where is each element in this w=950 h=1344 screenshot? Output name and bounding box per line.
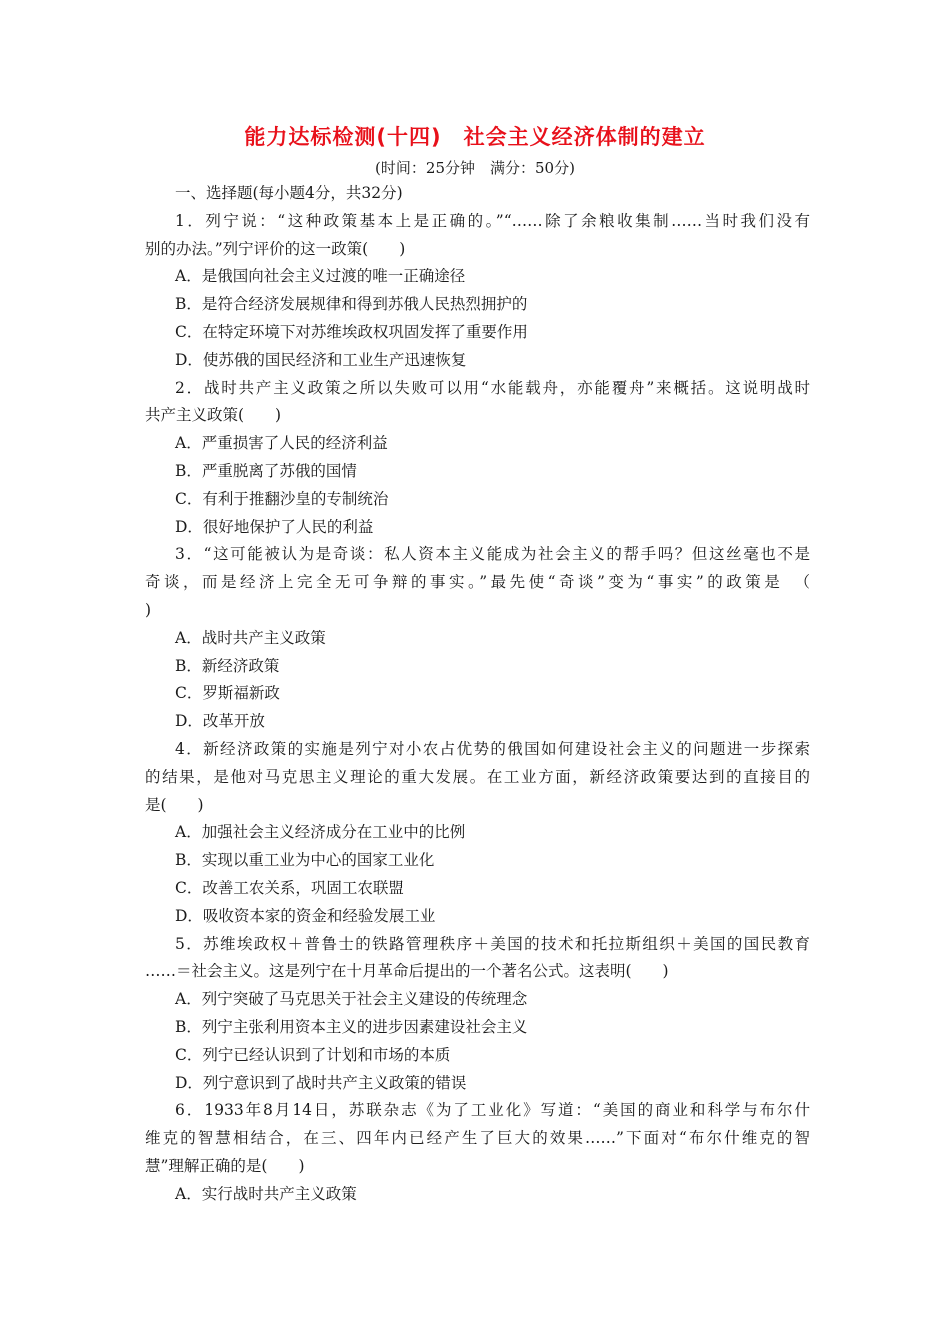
option-c: C．有利于推翻沙皇的专制统治: [175, 489, 389, 508]
option-c: C．在特定环境下对苏维埃政权巩固发挥了重要作用: [175, 322, 528, 341]
option-a: A．严重损害了人民的经济利益: [175, 434, 388, 453]
option-a: A．是俄国向社会主义过渡的唯一正确途径: [175, 267, 466, 286]
page-title: 能力达标检测(十四) 社会主义经济体制的建立: [244, 125, 706, 149]
option-d: D．列宁意识到了战时共产主义政策的错误: [175, 1073, 467, 1092]
option-a: A．战时共产主义政策: [175, 628, 326, 647]
option-a: A．加强社会主义经济成分在工业中的比例: [175, 823, 466, 842]
question-6: [145, 1097, 810, 1208]
question-stem-line: 1．列宁说：“这种政策基本上是正确的。”“……除了余粮收集制……当时我们没有: [175, 211, 810, 230]
question-stem-line: ): [145, 600, 152, 619]
question-stem-line: 奇谈，而是经济上完全无可争辩的事实。”最先使“奇谈”变为“事实”的政策是 （: [145, 573, 810, 592]
question-stem-line: 6．1933年8月14日，苏联杂志《为了工业化》写道：“美国的商业和科学与布尔什: [175, 1101, 810, 1120]
question-stem-line: 是( ): [145, 795, 204, 814]
option-c: C．罗斯福新政: [175, 684, 280, 703]
option-b: B．实现以重工业为中心的国家工业化: [175, 851, 435, 870]
option-c: C．列宁已经认识到了计划和市场的本质: [175, 1045, 451, 1064]
question-stem-line: ……＝社会主义。这是列宁在十月革命后提出的一个著名公式。这表明( ): [145, 962, 669, 981]
option-b: B．是符合经济发展规律和得到苏俄人民热烈拥护的: [175, 295, 528, 314]
option-b: B．严重脱离了苏俄的国情: [175, 461, 357, 480]
option-d: D．改革开放: [175, 712, 265, 731]
question-2: [145, 375, 810, 542]
question-5: [145, 931, 810, 1098]
option-c: C．改善工农关系，巩固工农联盟: [175, 878, 404, 897]
question-stem-line: 5．苏维埃政权＋普鲁士的铁路管理秩序＋美国的技术和托拉斯组织＋美国的国民教育: [175, 934, 810, 953]
question-stem-line: 慧”理解正确的是( ): [145, 1156, 305, 1175]
question-stem-line: 别的办法。”列宁评价的这一政策( ): [145, 239, 406, 258]
question-stem-line: 4．新经济政策的实施是列宁对小农占优势的俄国如何建设社会主义的问题进一步探索: [175, 739, 810, 758]
question-1: [145, 208, 810, 375]
page-subtitle: (时间：25分钟 满分：50分): [375, 159, 575, 177]
section-heading: 一、选择题(每小题4分，共32分): [175, 184, 403, 202]
option-d: D．很好地保护了人民的利益: [175, 517, 374, 536]
question-stem-line: 3．“这可能被认为是奇谈：私人资本主义能成为社会主义的帮手吗？但这丝毫也不是: [175, 545, 810, 564]
option-d: D．吸收资本家的资金和经验发展工业: [175, 906, 436, 925]
option-b: B．列宁主张利用资本主义的进步因素建设社会主义: [175, 1017, 528, 1036]
question-stem-line: 2．战时共产主义政策之所以失败可以用“水能载舟，亦能覆舟”来概括。这说明战时: [175, 378, 810, 397]
question-stem-line: 共产主义政策( ): [145, 406, 282, 425]
question-stem-line: 维克的智慧相结合，在三、四年内已经产生了巨大的效果……”下面对“布尔什维克的智: [145, 1129, 810, 1148]
question-4: [145, 736, 810, 931]
question-stem-line: 的结果，是他对马克思主义理论的重大发展。在工业方面，新经济政策要达到的直接目的: [145, 767, 810, 786]
option-a: A．实行战时共产主义政策: [175, 1184, 357, 1203]
document-body: [145, 180, 810, 1208]
option-b: B．新经济政策: [175, 656, 280, 675]
question-3: [145, 541, 810, 736]
option-a: A．列宁突破了马克思关于社会主义建设的传统理念: [175, 990, 528, 1009]
option-d: D．使苏俄的国民经济和工业生产迅速恢复: [175, 350, 467, 369]
